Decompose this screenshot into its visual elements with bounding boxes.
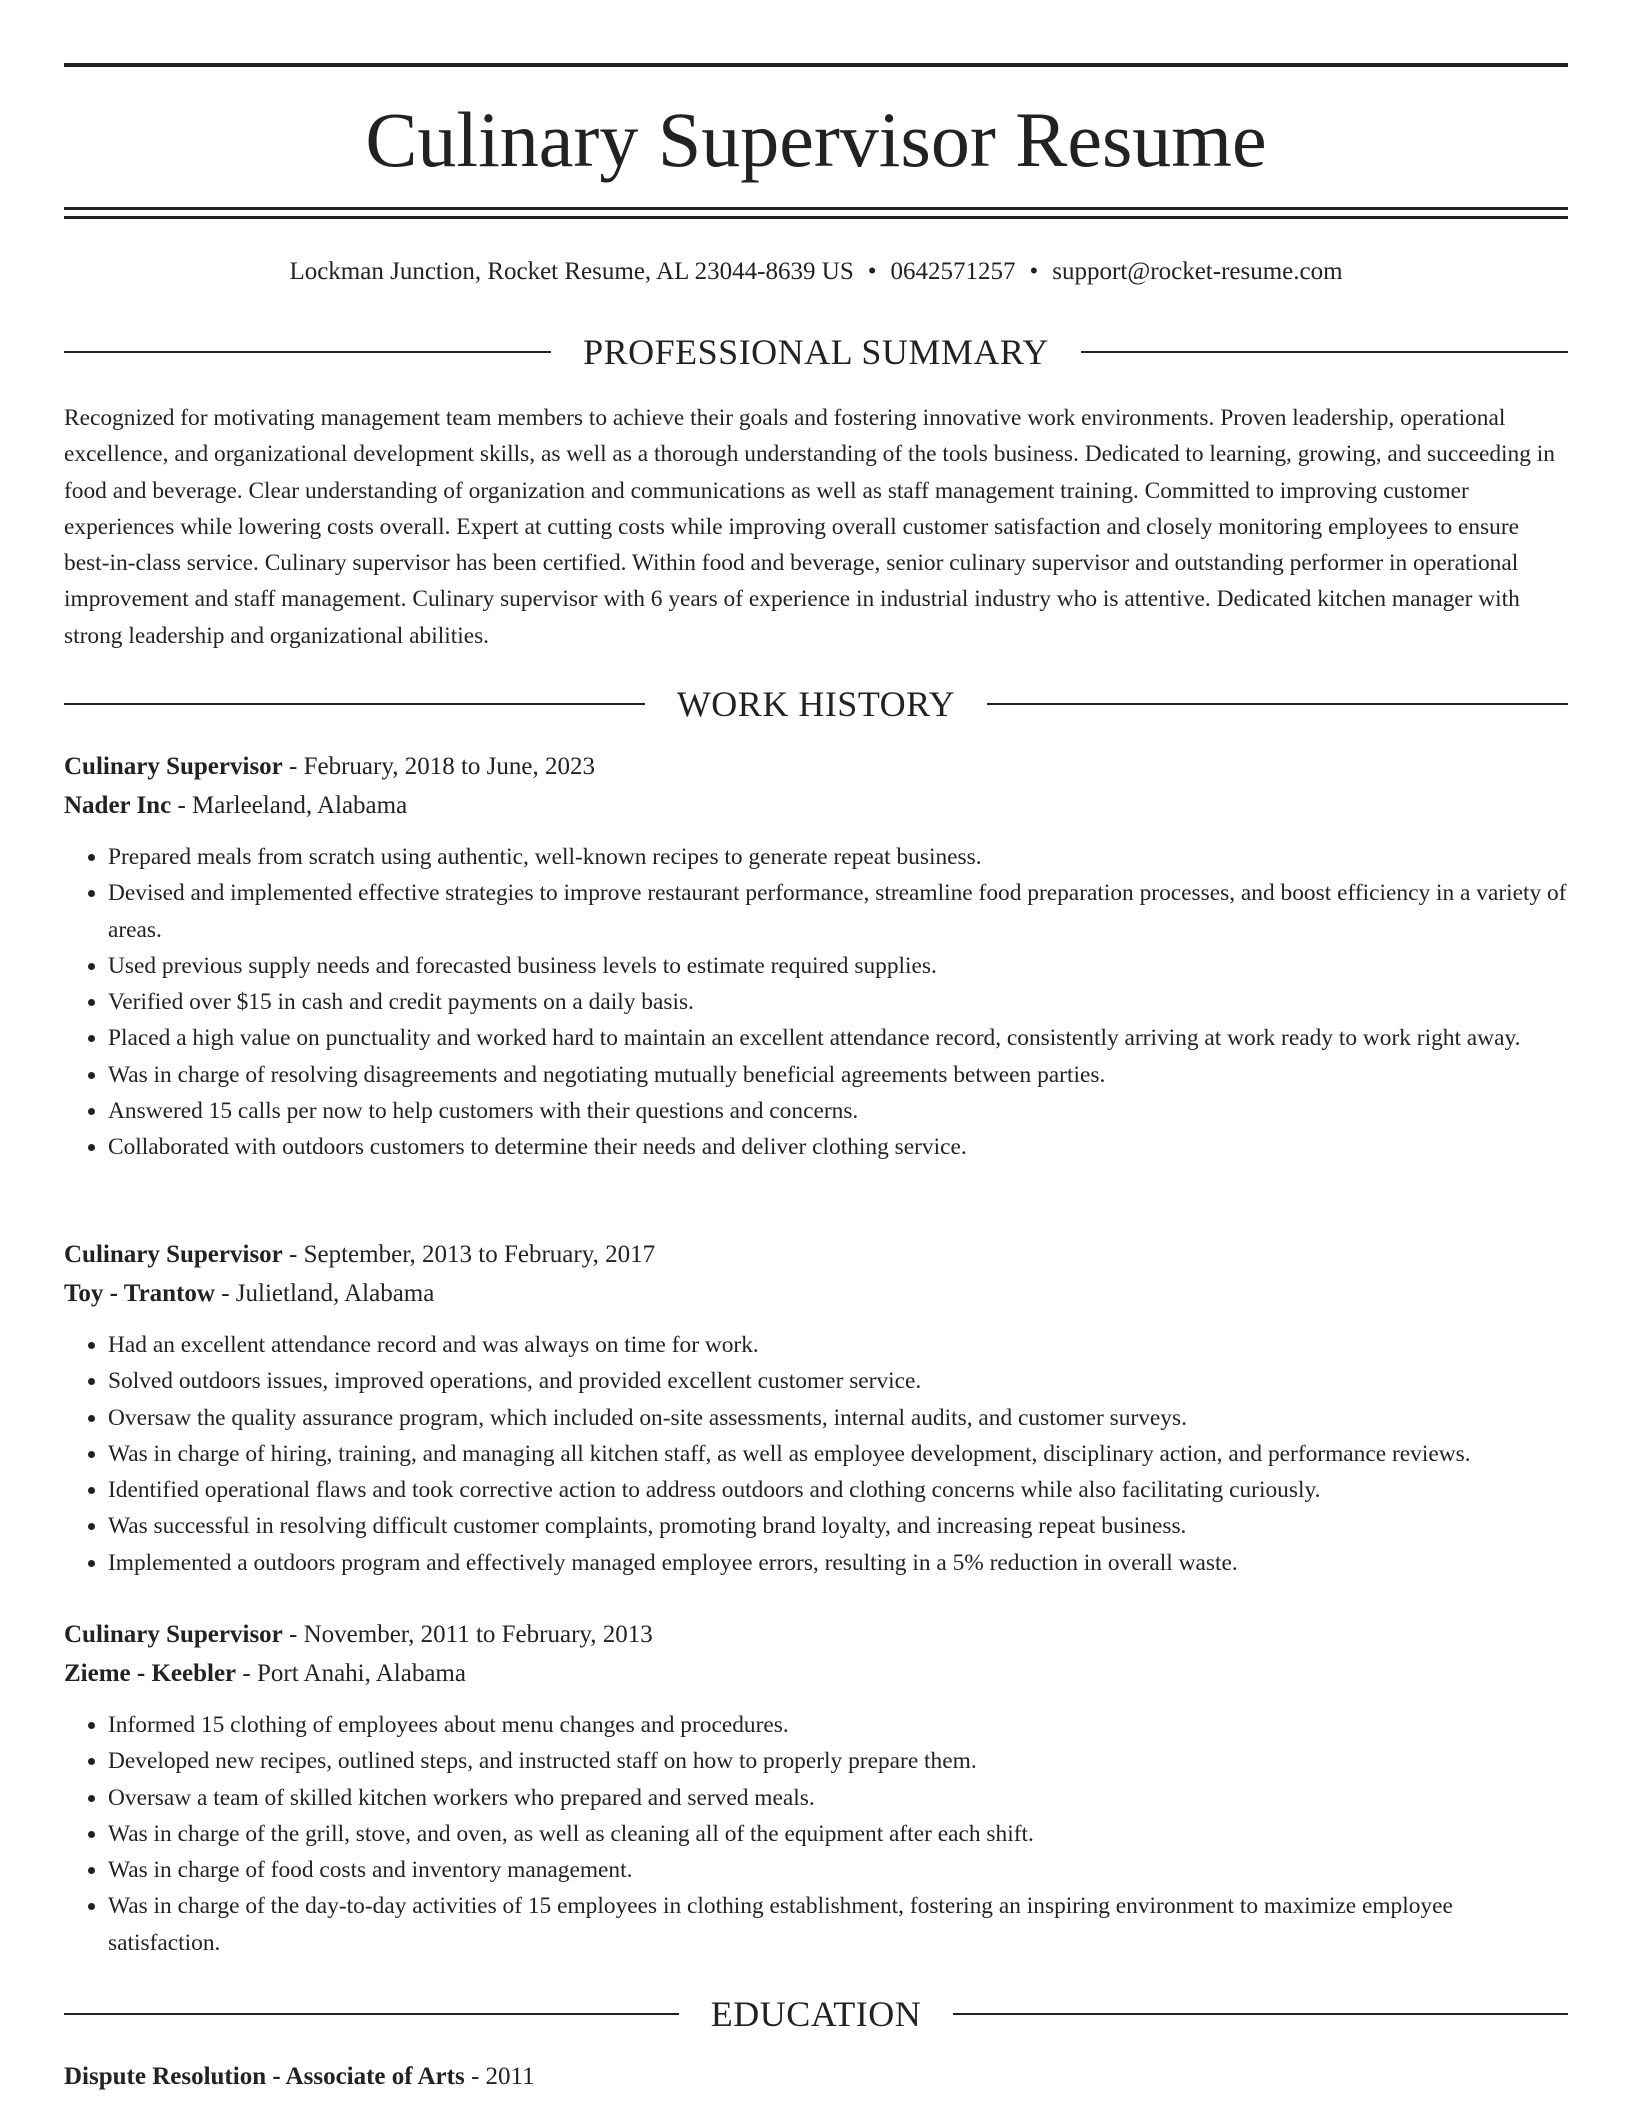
- section-heading-work-history: [64, 682, 1568, 726]
- contact-phone: 0642571257: [890, 258, 1016, 285]
- job-bullet: • Had an excellent attendance record and was always on time for work.: [108, 1327, 1568, 1363]
- education-year: - 2011: [464, 2063, 535, 2090]
- education-degree: Dispute Resolution - Associate of Arts: [64, 2063, 465, 2090]
- job-title: Culinary Supervisor: [64, 753, 283, 780]
- job-bullet: • Devised and implemented effective strategies to improve restaurant performance, streamline food preparation processes, and boost efficiency in a variety of areas.: [108, 875, 1568, 948]
- job-bullets: [64, 1707, 1568, 1961]
- section-heading-summary: [64, 330, 1568, 374]
- heading-rule-left: [64, 2013, 679, 2015]
- title-rule-lower: [64, 216, 1568, 219]
- heading-rule-right: [987, 703, 1568, 705]
- section-heading-education: [64, 1992, 1568, 2036]
- job-bullet: • Was in charge of hiring, training, and managing all kitchen staff, as well as employee development, disciplinary action, and performance reviews.: [108, 1436, 1568, 1472]
- contact-line: [64, 254, 1568, 290]
- resume-title: Culinary Supervisor Resume: [365, 96, 1267, 183]
- job-location: - Marleeland, Alabama: [171, 792, 408, 819]
- job-bullet: • Placed a high value on punctuality and worked hard to maintain an excellent attendance record, consistently arriving at work ready to work right away.: [108, 1020, 1568, 1056]
- job-company: Nader Inc: [64, 792, 172, 819]
- job-title-line: [64, 1616, 1568, 1654]
- job-bullet: • Solved outdoors issues, improved operations, and provided excellent customer service.: [108, 1363, 1568, 1399]
- heading-rule-left: [64, 703, 645, 705]
- job-bullet: • Was in charge of the grill, stove, and oven, as well as cleaning all of the equipment after each shift.: [108, 1816, 1568, 1852]
- heading-rule-right: [953, 2013, 1568, 2015]
- job-dates: - February, 2018 to June, 2023: [282, 753, 596, 780]
- job-company: Toy - Trantow: [64, 1280, 215, 1307]
- job-bullet: • Used previous supply needs and forecasted business levels to estimate required supplies.: [108, 948, 1568, 984]
- job-bullet: • Implemented a outdoors program and effectively managed employee errors, resulting in a 5% reduction in overall waste.: [108, 1545, 1568, 1581]
- job-bullet: • Was in charge of food costs and inventory management.: [108, 1852, 1568, 1888]
- job-title: Culinary Supervisor: [64, 1621, 283, 1648]
- job-entry: [64, 1616, 1568, 1961]
- job-location: - Julietland, Alabama: [214, 1280, 435, 1307]
- job-company-line: [64, 787, 1568, 825]
- professional-summary: Recognized for motivating management team members to achieve their goals and fostering innovative work environments. Proven leadership, operational excellence, and organizational development skills, as well as a thorough understanding of the tools business. Dedicated to learning, growing, and succeeding in food and beverage. Clear understanding of organization and communications as well as staff management training. Committed to improving customer experiences while lowering costs overall. Expert at cutting costs while improving overall customer satisfaction and closely monitoring employees to ensure best-in-class service. Culinary supervisor has been certified. Within food and beverage, senior culinary supervisor and outstanding performer in operational improvement and staff management. Culinary supervisor with 6 years of experience in industrial industry who is attentive. Dedicated kitchen manager with strong leadership and organizational abilities.: [64, 405, 1555, 649]
- job-bullet: • Verified over $15 in cash and credit payments on a daily basis.: [108, 984, 1568, 1020]
- contact-separator: •: [1029, 258, 1039, 285]
- contact-address: Lockman Junction, Rocket Resume, AL 23044-8639 US: [289, 258, 854, 285]
- job-location: - Port Anahi, Alabama: [236, 1660, 466, 1687]
- job-bullet: • Identified operational flaws and took corrective action to address outdoors and clothing concerns while also facilitating curiously.: [108, 1472, 1568, 1508]
- education-entry: [64, 2058, 1568, 2096]
- job-bullets: [64, 839, 1568, 1166]
- contact-separator: •: [867, 258, 877, 285]
- job-bullet: • Was in charge of resolving disagreements and negotiating mutually beneficial agreements between parties.: [108, 1057, 1568, 1093]
- section-heading-label: WORK HISTORY: [676, 684, 956, 724]
- job-company-line: [64, 1655, 1568, 1693]
- job-bullets: [64, 1327, 1568, 1581]
- job-title-line: [64, 748, 1568, 786]
- job-bullet: • Developed new recipes, outlined steps, and instructed staff on how to properly prepare them.: [108, 1743, 1568, 1779]
- job-bullet: • Collaborated with outdoors customers to determine their needs and deliver clothing service.: [108, 1129, 1568, 1165]
- job-company-line: [64, 1275, 1568, 1313]
- job-company: Zieme - Keebler: [64, 1660, 237, 1687]
- job-entry: [64, 748, 1568, 1166]
- job-bullet: • Prepared meals from scratch using authentic, well-known recipes to generate repeat business.: [108, 839, 1568, 875]
- job-dates: - November, 2011 to February, 2013: [282, 1621, 653, 1648]
- job-title-line: [64, 1236, 1568, 1274]
- contact-email: support@rocket-resume.com: [1052, 258, 1343, 285]
- job-bullet: • Oversaw the quality assurance program, which included on-site assessments, internal audits, and customer surveys.: [108, 1400, 1568, 1436]
- section-heading-label: PROFESSIONAL SUMMARY: [583, 332, 1049, 372]
- job-bullet: • Was in charge of the day-to-day activities of 15 employees in clothing establishment, fostering an inspiring environment to maximize employee satisfaction.: [108, 1888, 1568, 1961]
- job-entry: [64, 1236, 1568, 1581]
- title-rule-upper: [64, 207, 1568, 210]
- heading-rule-left: [64, 351, 551, 353]
- job-bullet: • Answered 15 calls per now to help customers with their questions and concerns.: [108, 1093, 1568, 1129]
- job-bullet: • Oversaw a team of skilled kitchen workers who prepared and served meals.: [108, 1780, 1568, 1816]
- section-heading-label: EDUCATION: [710, 1994, 922, 2034]
- top-rule: [64, 63, 1568, 67]
- job-bullet: • Informed 15 clothing of employees about menu changes and procedures.: [108, 1707, 1568, 1743]
- job-title: Culinary Supervisor: [64, 1241, 283, 1268]
- heading-rule-right: [1081, 351, 1568, 353]
- job-bullet: • Was successful in resolving difficult customer complaints, promoting brand loyalty, and increasing repeat business.: [108, 1508, 1568, 1544]
- job-dates: - September, 2013 to February, 2017: [282, 1241, 656, 1268]
